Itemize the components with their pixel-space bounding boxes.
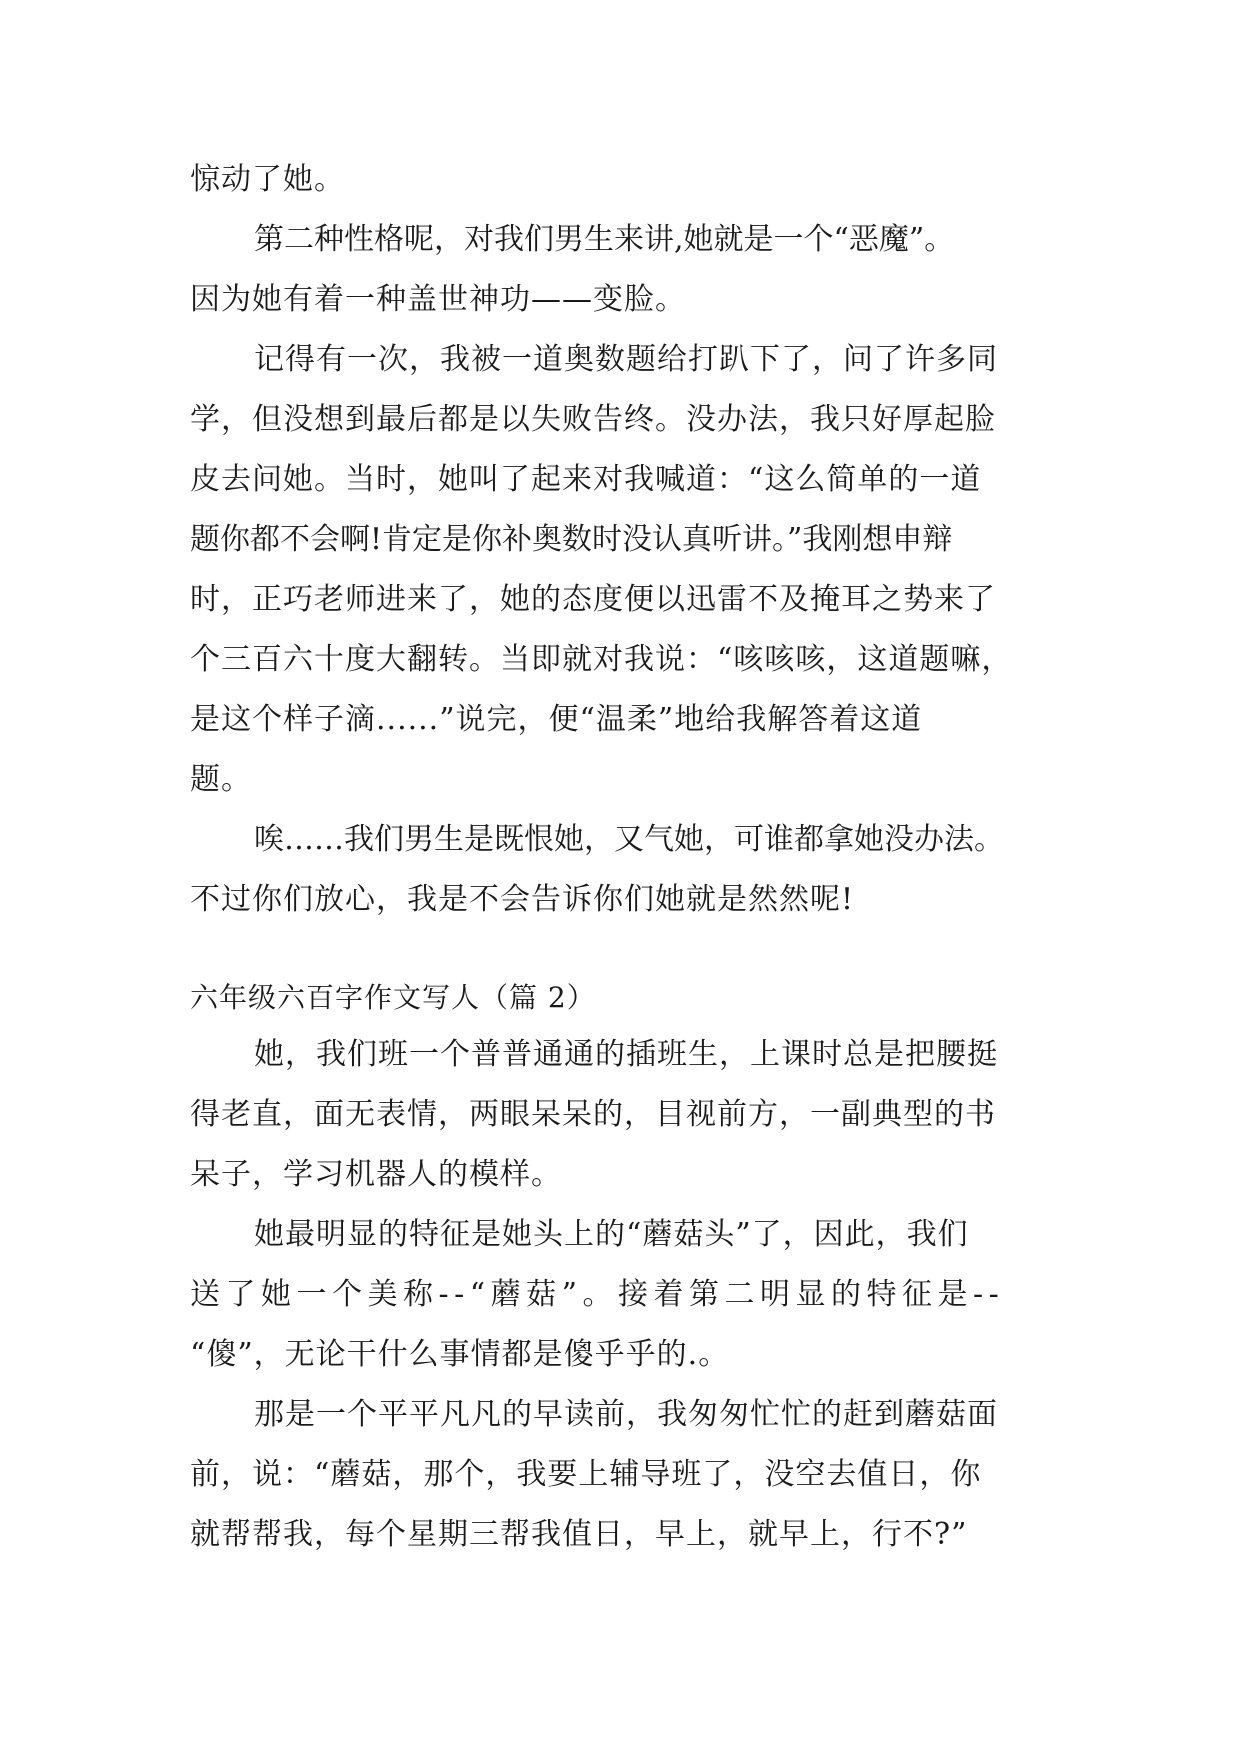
paragraph-line: 她，我们班一个普普通通的插班生，上课时总是把腰挺 — [254, 1037, 998, 1072]
paragraph-line: 不过你们放心，我是不会告诉你们她就是然然呢! — [190, 882, 855, 917]
paragraph-line: 就帮帮我，每个星期三帮我值日，早上，就早上，行不?” — [190, 1517, 968, 1552]
paragraph-line: 因为她有着一种盖世神功——变脸。 — [190, 282, 686, 317]
paragraph-line: 是这个样子滴......”说完，便“温柔”地给我解答着这道 — [190, 702, 923, 737]
paragraph-line: 皮去问她。当时，她叫了起来对我喊道：“这么简单的一道 — [190, 462, 982, 497]
paragraph-line: 惊动了她。 — [190, 162, 345, 197]
paragraph-line: 得老直，面无表情，两眼呆呆的，目视前方，一副典型的书 — [190, 1097, 996, 1132]
section-heading: 六年级六百字作文写人（篇 2） — [190, 981, 596, 1014]
paragraph-line: 送了她一个美称--“蘑菇”。接着第二明显的特征是-- — [190, 1277, 1005, 1312]
paragraph-line: 呆子，学习机器人的模样。 — [190, 1157, 562, 1192]
paragraph-line: 前，说：“蘑菇，那个，我要上辅导班了，没空去值日，你 — [190, 1457, 982, 1492]
paragraph-line: 学，但没想到最后都是以失败告终。没办法，我只好厚起脸 — [190, 402, 996, 437]
paragraph-line: 她最明显的特征是她头上的“蘑菇头”了，因此，我们 — [254, 1217, 969, 1252]
paragraph-line: 个三百六十度大翻转。当即就对我说：“咳咳咳，这道题嘛， — [190, 642, 1013, 677]
paragraph-line: “傻”，无论干什么事情都是傻乎乎的.。 — [190, 1337, 730, 1372]
paragraph-line: 时，正巧老师进来了，她的态度便以迅雷不及掩耳之势来了 — [190, 582, 996, 617]
paragraph-line: 题。 — [190, 762, 252, 797]
paragraph-line: 第二种性格呢，对我们男生来讲,她就是一个“恶魔”。 — [254, 222, 955, 257]
paragraph-line: 记得有一次，我被一道奥数题给打趴下了，问了许多同 — [254, 342, 998, 377]
paragraph-line: 题你都不会啊!肯定是你补奥数时没认真听讲。”我刚想申辩 — [190, 522, 953, 557]
paragraph-line: 那是一个平平凡凡的早读前，我匆匆忙忙的赶到蘑菇面 — [254, 1397, 998, 1432]
paragraph-line: 唉……我们男生是既恨她，又气她，可谁都拿她没办法。 — [254, 822, 1004, 857]
